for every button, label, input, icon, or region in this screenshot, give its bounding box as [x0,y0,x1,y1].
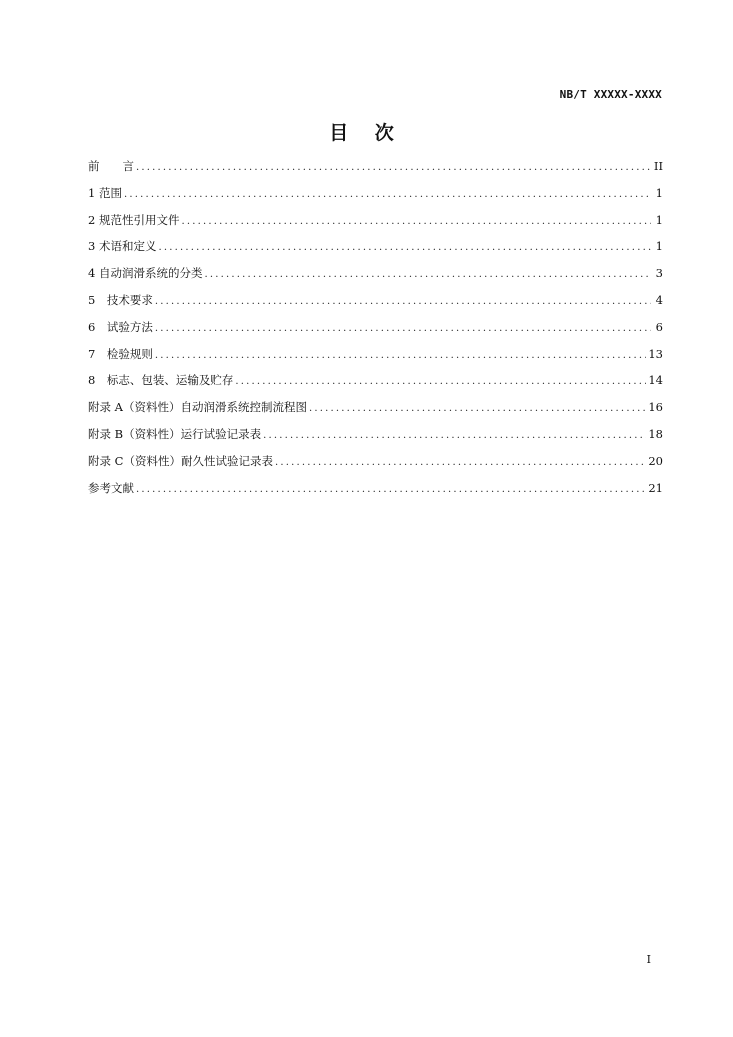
table-of-contents [88,156,663,504]
toc-entry-page: 13 [648,346,663,361]
toc-entry-page: 16 [648,400,663,415]
dot-leader [235,372,646,392]
toc-entry-annex-c[interactable] [88,451,663,478]
dot-leader [204,265,651,285]
dot-leader [124,185,651,205]
dot-leader [155,319,651,339]
toc-entry-label: 4 自动润滑系统的分类 [88,266,203,281]
toc-entry-normative-references[interactable] [88,210,663,237]
toc-entry-inspection-rules[interactable] [88,344,663,371]
toc-entry-annex-b[interactable] [88,424,663,451]
toc-entry-page: 3 [655,266,663,281]
toc-entry-technical-requirements[interactable] [88,290,663,317]
dot-leader [158,238,651,258]
dot-leader [309,399,646,419]
toc-entry-terms-definitions[interactable] [88,236,663,263]
toc-entry-page: 1 [655,185,663,200]
toc-entry-page: 1 [655,212,663,227]
toc-entry-page: 20 [648,453,663,468]
dot-leader [136,158,651,178]
toc-entry-page: II [653,159,663,173]
toc-entry-page: 1 [655,239,663,254]
toc-entry-page: 14 [648,373,663,388]
toc-title: 目 次 [329,122,404,144]
toc-entry-label: 5 技术要求 [88,292,153,307]
dot-leader [263,426,646,446]
toc-entry-label: 附录 B（资料性）运行试验记录表 [88,426,262,441]
dot-leader [275,453,646,473]
toc-entry-label: 1 范围 [88,185,122,200]
toc-entry-label: 附录 C（资料性）耐久性试验记录表 [88,453,273,468]
toc-entry-scope[interactable] [88,183,663,210]
dot-leader [155,346,647,366]
toc-entry-label: 3 术语和定义 [88,239,157,254]
standard-code: NB/T XXXXX-XXXX [559,88,662,101]
dot-leader [136,480,646,500]
toc-entry-page: 6 [655,319,663,334]
dot-leader [155,292,651,312]
dot-leader [181,212,651,232]
toc-entry-classification[interactable] [88,263,663,290]
toc-entry-page: 18 [648,426,663,441]
toc-entry-label: 6 试验方法 [88,319,153,334]
toc-entry-label: 参考文献 [88,480,134,495]
toc-entry-page: 4 [655,292,663,307]
toc-entry-label: 2 规范性引用文件 [88,212,180,227]
toc-entry-foreword[interactable] [88,156,663,183]
toc-entry-label: 8 标志、包装、运输及贮存 [88,373,234,388]
toc-entry-label: 附录 A（资料性）自动润滑系统控制流程图 [88,400,307,415]
toc-entry-marking-packaging[interactable] [88,370,663,397]
toc-entry-test-methods[interactable] [88,317,663,344]
toc-entry-page: 21 [648,480,663,495]
toc-entry-bibliography[interactable] [88,478,663,505]
toc-entry-label: 前 言 [88,159,134,173]
toc-entry-annex-a[interactable] [88,397,663,424]
toc-entry-label: 7 检验规则 [88,346,153,361]
page-number: I [646,953,651,966]
